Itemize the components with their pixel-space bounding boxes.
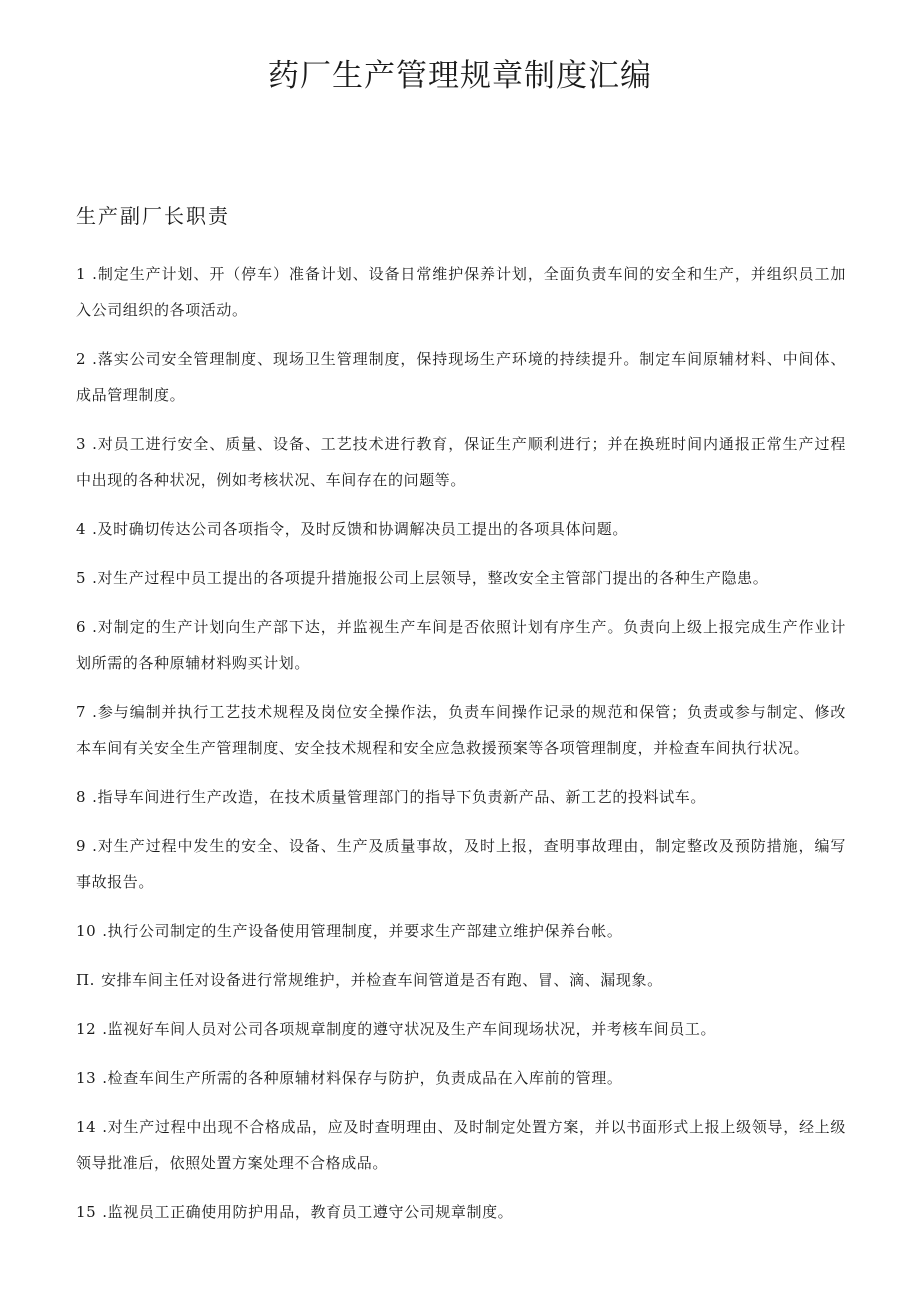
list-item: [76, 1060, 846, 1096]
item-number: 10: [76, 922, 97, 940]
list-item: [76, 962, 846, 998]
item-number: 3: [76, 435, 87, 453]
item-number: 5: [76, 569, 87, 587]
item-number: 9: [76, 837, 87, 855]
list-item: [76, 1011, 846, 1047]
list-item: [76, 1109, 846, 1181]
list-item: [76, 609, 846, 681]
list-item: [76, 694, 846, 766]
item-text: .检查车间生产所需的各种原辅材料保存与防护，负责成品在入库前的管理。: [102, 1069, 623, 1087]
item-text: .监视好车间人员对公司各项规章制度的遵守状况及生产车间现场状况，并考核车间员工。: [102, 1020, 717, 1038]
list-item: [76, 913, 846, 949]
item-text: .指导车间进行生产改造，在技术质量管理部门的指导下负责新产品、新工艺的投料试车。: [92, 788, 706, 806]
list-item: [76, 1194, 846, 1230]
item-number: 15: [76, 1203, 97, 1221]
item-number: 13: [76, 1069, 97, 1087]
item-number: 4: [76, 520, 87, 538]
item-number: 2: [76, 350, 87, 368]
item-text: .执行公司制定的生产设备使用管理制度，并要求生产部建立维护保养台帐。: [102, 922, 623, 940]
item-text: .及时确切传达公司各项指令，及时反馈和协调解决员工提出的各项具体问题。: [92, 520, 628, 538]
item-text: .对生产过程中员工提出的各项提升措施报公司上层领导，整改安全主管部门提出的各种生产隐患。: [92, 569, 769, 587]
list-item: [76, 828, 846, 900]
list-item: [76, 341, 846, 413]
list-item: [76, 426, 846, 498]
item-number: 8: [76, 788, 87, 806]
item-text: .制定生产计划、开（停车）准备计划、设备日常维护保养计划，全面负责车间的安全和生产，并组织员工加入公司组织的各项活动。: [76, 265, 846, 319]
item-number: 14: [76, 1118, 97, 1136]
item-number: 12: [76, 1020, 97, 1038]
item-text: .对制定的生产计划向生产部下达，并监视生产车间是否依照计划有序生产。负责向上级上报完成生产作业计划所需的各种原辅材料购买计划。: [76, 618, 846, 672]
item-text: .对生产过程中发生的安全、设备、生产及质量事故，及时上报，查明事故理由，制定整改及预防措施，编写事故报告。: [76, 837, 846, 891]
document-title: 药厂生产管理规章制度汇编: [268, 58, 652, 94]
responsibility-list: [76, 256, 846, 1243]
section-title: 生产副厂长职责: [76, 204, 230, 228]
item-text: .参与编制并执行工艺技术规程及岗位安全操作法，负责车间操作记录的规范和保管；负责或参与制定、修改本车间有关安全生产管理制度、安全技术规程和安全应急救援预案等各项管理制度，并检查车间执行状况。: [76, 703, 846, 757]
item-text: .对员工进行安全、质量、设备、工艺技术进行教育，保证生产顺利进行；并在换班时间内通报正常生产过程中出现的各种状况，例如考核状况、车间存在的问题等。: [76, 435, 846, 489]
item-number: 1: [76, 265, 87, 283]
item-text: .落实公司安全管理制度、现场卫生管理制度，保持现场生产环境的持续提升。制定车间原辅材料、中间体、成品管理制度。: [76, 350, 846, 404]
item-text: .对生产过程中出现不合格成品，应及时查明理由、及时制定处置方案，并以书面形式上报上级领导，经上级领导批准后，依照处置方案处理不合格成品。: [76, 1118, 846, 1172]
list-item: [76, 256, 846, 328]
item-text: .监视员工正确使用防护用品，教育员工遵守公司规章制度。: [102, 1203, 514, 1221]
list-item: [76, 511, 846, 547]
item-number: Π.: [76, 971, 96, 989]
list-item: [76, 560, 846, 596]
item-text: 安排车间主任对设备进行常规维护，并检查车间管道是否有跑、冒、滴、漏现象。: [101, 971, 663, 989]
item-number: 6: [76, 618, 87, 636]
list-item: [76, 779, 846, 815]
item-number: 7: [76, 703, 87, 721]
